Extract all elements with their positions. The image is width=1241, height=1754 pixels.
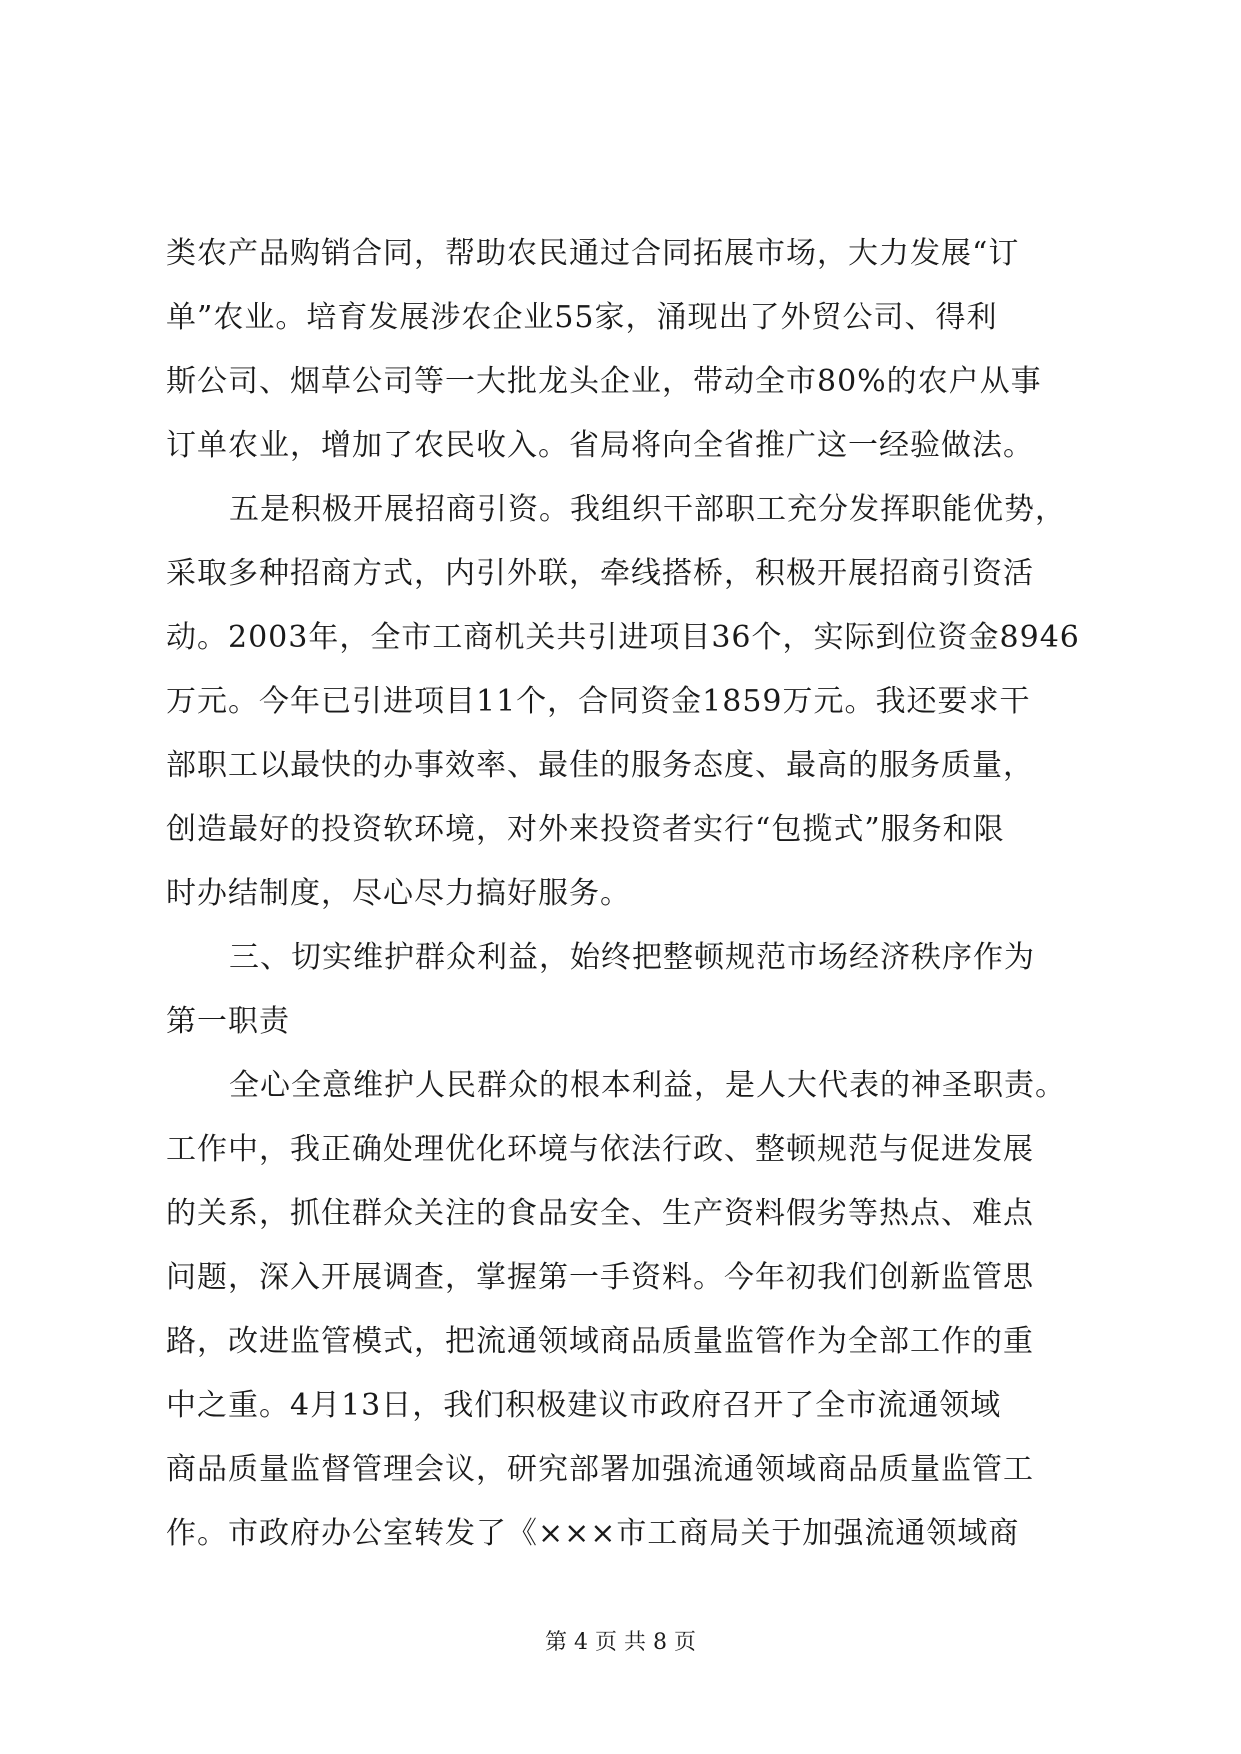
text-line: 中之重。4月13日，我们积极建议市政府召开了全市流通领域 (166, 1388, 1002, 1423)
text-line: 万元。今年已引进项目11个，合同资金1859万元。我还要求干 (166, 684, 1031, 719)
text-line: 作。市政府办公室转发了《×××市工商局关于加强流通领域商 (166, 1516, 1020, 1551)
section-heading-continued: 第一职责 (166, 1004, 290, 1039)
text-line: 创造最好的投资软环境，对外来投资者实行“包揽式”服务和限 (166, 812, 1005, 847)
text-line: 路，改进监管模式，把流通领域商品质量监管作为全部工作的重 (166, 1324, 1034, 1359)
section-heading: 三、切实维护群众利益，始终把整顿规范市场经济秩序作为 (229, 940, 1035, 975)
paragraph-first-line: 五是积极开展招商引资。我组织干部职工充分发挥职能优势， (229, 492, 1066, 527)
document-body (166, 222, 1080, 1566)
text-line: 斯公司、烟草公司等一大批龙头企业，带动全市80%的农户从事 (166, 364, 1042, 399)
text-line: 部职工以最快的办事效率、最佳的服务态度、最高的服务质量， (166, 748, 1034, 783)
text-line: 商品质量监督管理会议，研究部署加强流通领域商品质量监管工 (166, 1452, 1034, 1487)
text-line: 问题，深入开展调查，掌握第一手资料。今年初我们创新监管思 (166, 1260, 1034, 1295)
text-line: 工作中，我正确处理优化环境与依法行政、整顿规范与促进发展 (166, 1132, 1034, 1167)
page-number-footer: 第 4 页 共 8 页 (545, 1630, 696, 1655)
paragraph-first-line: 全心全意维护人民群众的根本利益，是人大代表的神圣职责。 (229, 1068, 1066, 1103)
text-line: 时办结制度，尽心尽力搞好服务。 (166, 876, 631, 911)
text-line: 订单农业，增加了农民收入。省局将向全省推广这一经验做法。 (166, 428, 1034, 463)
text-line: 的关系，抓住群众关注的食品安全、生产资料假劣等热点、难点 (166, 1196, 1034, 1231)
text-line: 动。2003年，全市工商机关共引进项目36个，实际到位资金8946 (166, 620, 1080, 655)
text-line: 采取多种招商方式，内引外联，牵线搭桥，积极开展招商引资活 (166, 556, 1034, 591)
text-line: 单”农业。培育发展涉农企业55家，涌现出了外贸公司、得利 (166, 300, 998, 335)
text-line: 类农产品购销合同，帮助农民通过合同拓展市场，大力发展“订 (166, 236, 1020, 271)
